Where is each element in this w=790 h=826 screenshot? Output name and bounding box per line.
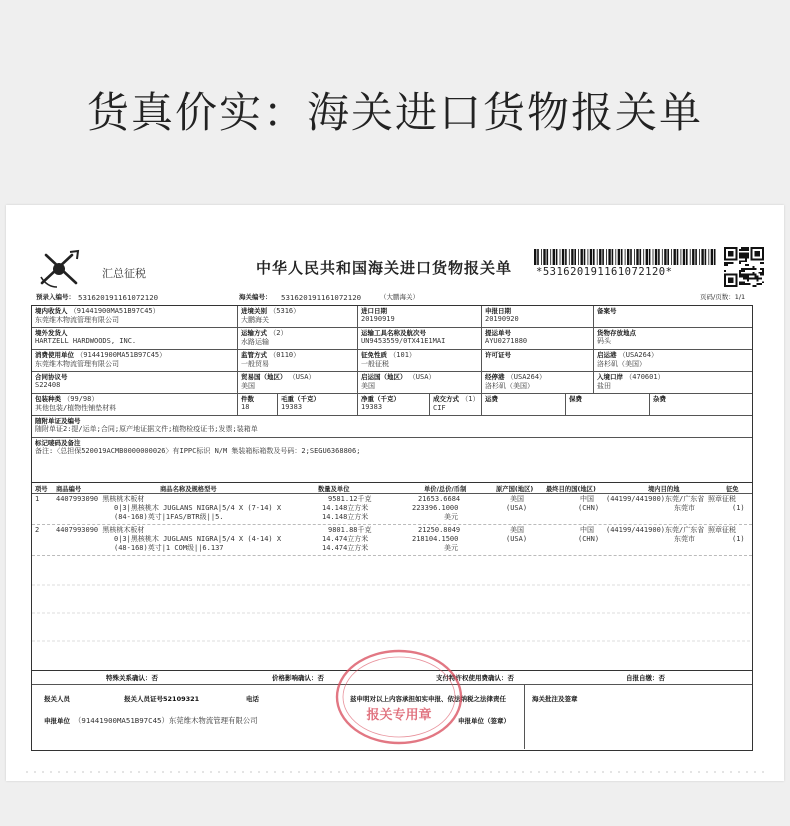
goods-spec1: 0|3|黑核桃木 JUGLANS NIGRA|5/4 X (7-14) X [114,504,282,512]
goods-dest-place: (44199/441900)东莞/广东省 [606,526,705,534]
customs-declaration-form [6,205,784,781]
col-dest-place: 境内目的地 [648,486,680,493]
goods-spec2: (84-168)英寸|1FAS/BTR级||5. [114,513,224,521]
goods-currency: 美元 [444,513,458,521]
empty-rows-lines [32,557,752,667]
goods-unit-price: 21653.6684 [418,495,461,503]
statement: 兹申明对以上内容承担如实申报、依法纳税之法律责任 [350,695,506,703]
goods-duty-code: (1) [732,535,745,543]
col-duty: 征免 [726,486,739,493]
levy-cell: 征免性质 （101） 一般征税 [358,350,482,371]
col-item: 项号 [35,486,48,493]
transport-cell: 运输方式 （2） 水路运输 [238,328,358,349]
banner-title: 货真价实：海关进口货物报关单 [86,88,703,137]
customs-emblem-icon [36,249,82,289]
goods-unit-price: 21250.8049 [418,526,461,534]
confirm-row [32,671,752,685]
trade-term-cell: 成交方式 （1） CIF [430,394,482,415]
gross-weight-cell: 毛重（千克） 19383 [278,394,358,415]
marks-cell: 标记唛码及备注 备注:〈总担保520019ACMB0000000026〉有IPPC标识 N/M 集装箱标箱数及号码：2;SEGU6368806; [35,439,361,456]
goods-qty3: 14.148立方米 [322,513,369,521]
customs-no-value: 531620191161072120 [281,293,362,302]
entry-port-cell: 入境口岸 （470601） 盐田 [597,373,665,390]
goods-origin: 美国 [510,526,524,534]
attached-docs-cell: 随附单证及编号 随附单证2:提/运单;合同;原产地证据文件;植物检疫证书;发票;装箱单 [35,417,258,434]
goods-duty-code: (1) [732,504,745,512]
col-code: 商品编号 [56,486,82,493]
consumer-cell: 消费使用单位 （91441900MA51B97C45） 东莞维木物流管理有限公司 [32,350,238,371]
port-cell: 进境关别 （5316） 大鹏海关 [238,306,358,327]
grid-row-marks [32,438,752,482]
goods-code-name: 4407993090 黑核桃木板材 [56,495,145,503]
special-relation: 特殊关系确认：否 [106,674,158,682]
goods-origin: 美国 [510,495,524,503]
page-count: 页码/页数：1/1 [700,293,746,301]
declaration-grid [31,305,753,483]
net-weight-cell: 净重（千克） 19383 [358,394,430,415]
footer-divider [524,685,525,749]
grid-row-docs [32,416,752,438]
goods-qty1: 9801.88千克 [328,526,372,534]
import-date-cell: 进口日期 20190919 [358,306,482,327]
price-effect: 价格影响确认：否 [272,674,324,682]
declare-date-cell: 申报日期 20190920 [482,306,594,327]
goods-dest-country: 中国 [580,526,594,534]
col-price: 单价/总价/币制 [424,486,467,493]
goods-header [32,483,752,494]
pre-entry-value: 531620191161072120 [78,293,159,302]
goods-dest-place: (44199/441900)东莞/广东省 [606,495,705,503]
col-qty: 数量及单位 [318,486,350,493]
freight-cell: 运费 [482,394,566,415]
phone-label: 电话 [246,695,259,703]
pre-entry-label: 预录入编号： [36,293,75,301]
departure-port-cell: 启运港 （USA264） 洛杉矶（美国） [597,351,659,368]
goods-currency: 美元 [444,544,458,552]
dept-label: 汇总征税 [102,267,146,280]
port-note: （大鹏海关） [380,293,419,301]
goods-row [32,494,752,525]
origin-country-cell: 启运国（地区） （USA） 美国 [358,372,482,393]
bill-cell: 提运单号 AYU0271880 [482,328,594,349]
grid-row-2 [32,328,752,350]
insurance-cell: 保费 [566,394,650,415]
goods-dest-code: (CHN) [578,504,600,512]
col-dest-country: 最终目的国(地区) [546,486,596,493]
trade-country-cell: 贸易国（地区） （USA） 美国 [238,372,358,393]
stamp-text: 报关专用章 [366,708,432,723]
shipper-cell: 境外发货人 HARTZELL HARDWOODS, INC. [32,328,238,349]
contract-cell: 合同协议号 S22408 [32,372,238,393]
goods-total-price: 223396.1000 [412,504,459,512]
torn-edge-marks [6,767,784,777]
consignee-cell: 境内收货人 （91441900MA51B97C45） 东莞维木物流管理有限公司 [32,306,238,327]
record-no-cell: 备案号 [597,307,617,315]
qr-code-icon [724,247,764,287]
goods-origin-code: (USA) [506,535,528,543]
goods-code-name: 4407993090 黑核桃木板材 [56,526,145,534]
col-name: 商品名称及规格型号 [160,486,217,493]
goods-table [31,483,753,671]
license-cell: 许可证号 [482,350,594,371]
self-report: 自报自缴：否 [626,674,665,682]
col-origin: 原产国(地区) [496,486,534,493]
goods-dest-city: 东莞市 [674,504,695,512]
grid-row-1 [32,306,752,328]
customs-remark: 海关批注及签章 [532,695,578,703]
declare-unit-value: （91441900MA51B97C45）东莞维木物流管理有限公司 [74,716,258,725]
declare-unit-sign: 申报单位（签章） [458,717,510,725]
storage-cell: 货物存放地点 码头 [597,329,636,346]
transit-port-cell: 经停港 （USA264） 洛杉矶（美国） [482,372,594,393]
goods-qty3: 14.474立方米 [322,544,369,552]
goods-no: 1 [35,495,40,503]
grid-row-3 [32,350,752,372]
grid-row-5 [32,394,752,416]
goods-qty1: 9581.12千克 [328,495,372,503]
declare-unit-label: 申报单位 [44,717,70,725]
barcode-number: *531620191161072120* [536,266,673,278]
grid-row-4 [32,372,752,394]
misc-fee-cell: 杂费 [653,395,666,403]
goods-duty: 照章征税 [708,495,736,503]
goods-qty2: 14.474立方米 [322,535,369,543]
goods-spec1: 0|3|黑核桃木 JUGLANS NIGRA|5/4 X (4-14) X [114,535,282,543]
declaration-footer [31,671,753,751]
goods-origin-code: (USA) [506,504,528,512]
supervision-cell: 监管方式 （0110） 一般贸易 [238,350,358,371]
customs-no-label: 海关编号： [239,293,272,301]
goods-dest-country: 中国 [580,495,594,503]
declarant-label: 报关人员 [44,695,70,703]
form-title: 中华人民共和国海关进口货物报关单 [256,259,513,277]
goods-total-price: 218104.1500 [412,535,459,543]
vessel-cell: 运输工具名称及航次号 UN9453559/0TX41E1MAI [358,328,482,349]
declarant-cert: 报关人员证号52109321 [124,695,200,703]
goods-dest-city: 东莞市 [674,535,695,543]
goods-duty: 照章征税 [708,526,736,534]
package-cell: 包装种类 （99/98） 其他包装/植物性铺垫材料 [32,394,238,415]
goods-row [32,525,752,556]
pieces-cell: 件数 18 [238,394,278,415]
royalty-confirm: 支付特许权使用费确认：否 [436,674,514,682]
goods-no: 2 [35,526,40,534]
goods-spec2: (48-168)英寸|1 COM级||6.137 [114,544,224,552]
goods-dest-code: (CHN) [578,535,600,543]
goods-qty2: 14.148立方米 [322,504,369,512]
